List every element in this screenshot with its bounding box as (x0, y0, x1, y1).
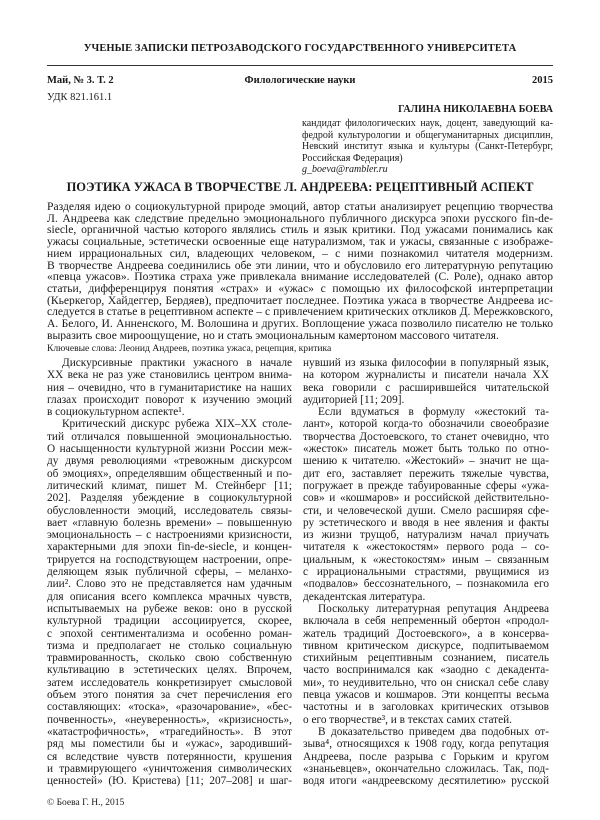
text-line: деляющем язык публичной сферы, – меланхо- (47, 566, 292, 579)
text-line: Андреева, после разрыва с Горьким и кругом (303, 750, 549, 763)
paragraph (47, 418, 292, 787)
text-line: циальным, к «жестокостям» иным – связанным (303, 553, 549, 566)
text-line: дит его, заставляет пережить тяжелые чувства, (303, 467, 549, 480)
text-line: века говорили с расширившейся читательской (303, 381, 549, 394)
text-line: тий отличался повышенной эмоциональностью. (47, 430, 292, 443)
abstract-line: статьи, дифференцируя понятия «страх» и «ужас» с помощью их философской интерпретации (47, 282, 553, 295)
text-line: часто воспринимался как «заодно с декадента- (303, 664, 549, 677)
text-line: из жизни трущоб, натурализм начал приучать (303, 529, 549, 542)
text-line: аудиторией [11; 209]. (303, 393, 405, 406)
text-line: погружает в прежде табуированные сферы «ужа- (303, 479, 549, 492)
text-line: «катастрофичность», «трагедийность». В этот (47, 725, 292, 738)
body-column-right (303, 357, 549, 787)
affiliation-line: федрой культурологии и общегуманитарных дисциплин, (302, 129, 553, 141)
abstract-line: Л. Андреева как следствие предельно эмоционального публичного дискурса эпохи русского fin-de- (47, 212, 553, 225)
text-line: ся вследствие чувств потерянности, крушения (47, 750, 292, 763)
text-line: составляющих: «тоска», «разочарование», «бес- (47, 701, 292, 714)
abstract-line: следуется в статье в рецептивном аспекте – с привлечением критических откликов Д. Мережковского, (47, 306, 553, 319)
text-line: ряд мы поместили бы и «ужас», зародивший- (47, 738, 292, 751)
copyright-notice: © Боева Г. Н., 2015 (47, 798, 125, 808)
abstract-line: ужасы социальные, эстетически освоенные еще натурализмом, так и ужасы, связанные с изображе- (47, 236, 553, 248)
text-line: зыва⁴, относящихся к 1908 году, когда репутация (303, 738, 549, 751)
text-line: объем этого понятия за счет перечисления его (47, 689, 292, 702)
text-line: ния – очевидно, что в гуманитаристике на наших (47, 381, 292, 394)
text-line: жатель традиций Достоевского», а в консерва- (303, 627, 549, 640)
text-line: стихийным рецептивным сознанием, писатель (303, 652, 549, 665)
abstract-line: Разделяя идею о социокультурной природе эмоций, автор статьи анализирует рецепцию творчества (47, 201, 553, 213)
text-line: тивном критическом дискурсе, подпитываемом (303, 639, 549, 652)
text-line: «знаньевцев», окончательно сложилась. Так, под- (303, 762, 549, 775)
text-line: затем исследователь конкретизирует смысловой (47, 676, 292, 689)
text-line: включала в себя непременный обертон «продол- (303, 615, 549, 628)
affiliation-line: кандидат филологических наук, доцент, заведующий ка- (302, 118, 553, 129)
text-line: сти, и человеческой души. Смело расширяя сфе- (303, 504, 549, 517)
text-line: глазах происходит поворот к изучению эмоций (47, 393, 292, 406)
text-line: Если вдуматься в формулу «жестокий та- (318, 406, 549, 419)
author-email-link[interactable]: g_boeva@rambler.ru (302, 164, 388, 176)
text-line: в социокультурном аспекте¹. (47, 406, 185, 419)
text-line: читателя к «жестокостям» первого рода – со- (303, 541, 549, 554)
text-line: вает «главную болезнь времени» – повышенную (47, 516, 292, 529)
text-line: травмированность, сколько свою собственную (47, 652, 292, 665)
text-line: и травмирующего «уничтожения символических (47, 762, 292, 775)
affiliation-line: Невский институт языка и культуры (Санкт-Петербург, (302, 141, 553, 153)
text-line: ценностей» (Ю. Кристева) [11; 207–208] и шаг- (47, 775, 292, 788)
text-line: с эпохой сентиментализма и особенно роман- (47, 627, 292, 640)
text-line: культурной традиции ассоциируется, скорее, (47, 615, 292, 628)
paragraph (303, 726, 549, 787)
text-line: ру эстетического и вводя в нее явления и факты (303, 516, 549, 529)
body-column-left (47, 357, 292, 787)
text-line: Критический дискурс рубежа XIX–XX столе- (62, 418, 292, 431)
text-line: лант», которой когда-то обозначили своеобразие (303, 418, 549, 431)
text-line: для описания всего комплекса мрачных чувств, (47, 590, 292, 603)
header-divider (47, 65, 553, 66)
journal-title: УЧЕНЫЕ ЗАПИСКИ ПЕТРОЗАВОДСКОГО ГОСУДАРСТВЕННОГО УНИВЕРСИТЕТА (83, 43, 517, 54)
udk-code: УДК 821.161.1 (47, 92, 113, 103)
section-name: Филологические науки (244, 75, 356, 86)
text-line: культивацию в эстетических целях. Впрочем, (47, 664, 292, 677)
text-line: Дискурсивные практики ужасного в начале (62, 357, 292, 369)
abstract-line: В творчестве Андреева соединились обе эти линии, что и обусловило его литературную репутацию (47, 259, 553, 272)
abstract-line: (Кьеркегор, Хайдеггер, Бердяев), предпочитает последнее. Поэтика ужаса в творчестве Андреева ис- (47, 294, 553, 307)
text-line: тизма и предполагает не столько социальную (47, 639, 292, 652)
text-line: испытываемых на рубеже веков: оно в русской (47, 602, 292, 615)
text-line: эмоциональность – с настроениями кризисности, (47, 529, 292, 542)
text-line: О насыщенности культурной жизни России меж- (47, 443, 292, 456)
text-line: водя итоги «андреевскому десятилетию» русской (303, 775, 549, 788)
text-line: лии². Слово это не представляется нам удачным (47, 578, 292, 591)
text-line: «подвалов» бессознательного, – познакомила его (303, 578, 549, 591)
abstract-text (47, 201, 553, 341)
text-line: В доказательство приведем два подобных от- (318, 725, 549, 738)
text-line: на котором журналисты и писатели начала XX (303, 369, 549, 382)
text-line: о его творчестве³, и в текстах самих статей. (303, 713, 512, 726)
text-line: сов» и «кошмаров» и российской действительно- (303, 492, 549, 505)
text-line: обусловленности эмоций, исследователь связы- (47, 504, 292, 517)
text-line: ми», то неудивительно, что он снискал себе славу (303, 676, 549, 689)
abstract-line: «певца ужасов». Поэтика страха уже привлекала внимание исследователей (С. Роле), однако автор (47, 271, 553, 283)
issue-year: 2015 (532, 75, 553, 86)
paragraph (303, 406, 549, 603)
text-line: XX века не раз уже становились центром внима- (47, 369, 292, 382)
author-affiliation (302, 118, 553, 176)
text-line: трируется на господствующем настроении, опре- (47, 553, 292, 566)
text-line: об эмоциях», определявшим общественный и по- (47, 467, 292, 480)
paragraph (303, 603, 549, 726)
abstract (47, 201, 553, 354)
text-line: 202]. Разделяя убеждение в социокультурной (47, 492, 292, 505)
article-title: ПОЭТИКА УЖАСА В ТВОРЧЕСТВЕ Л. АНДРЕЕВА: РЕЦЕПТИВНЫЙ АСПЕКТ (66, 180, 534, 194)
abstract-line: выразить свое мироощущение, но и стать эмоциональным камертоном массового читателя. (47, 329, 499, 342)
abstract-line: нием иррациональных сил, владеющих человеком, – с ними познакомил читателя модернизм. (47, 247, 553, 260)
abstract-line: siecle, органичной частью которого являлись стиль и язык критики. Под ужасами понимались как (47, 224, 553, 237)
affiliation-line: Российская Федерация) (302, 152, 403, 164)
text-line: нувший из языка философии в популярный язык, (303, 357, 549, 369)
text-line: ду двумя революциями «тревожным дискурсом (47, 455, 292, 468)
text-line: с иррациональными страстями, рвущимися из (303, 566, 549, 579)
text-line: Поскольку литературная репутация Андреева (318, 602, 549, 615)
author-name: ГАЛИНА НИКОЛАЕВНА БОЕВА (398, 104, 553, 115)
text-line: декадентская литература. (303, 590, 426, 603)
text-line: литический климат, пишет М. Стейнберг [11; (47, 479, 292, 492)
text-line: певца ужасов и кошмаров. Эти концепты весьма (303, 689, 549, 702)
abstract-line: А. Белого, И. Анненского, М. Волошина и других. Воплощение ужаса позволило писателю не только (47, 318, 553, 330)
issue-info: Май, № 3. Т. 2 (47, 75, 114, 86)
keywords: Ключевые слова: Леонид Андреев, поэтика ужаса, рецепция, критика (47, 343, 332, 355)
text-line: характерными для эпохи fin-de-siecle, и концен- (47, 541, 292, 554)
text-line: «жесток» писатель может быть только по отно- (303, 443, 549, 456)
text-line: почвенность», «неуверенность», «кризисность», (47, 713, 292, 726)
text-line: частотны и в заголовках критических отзывов (303, 701, 549, 714)
paragraph (303, 357, 549, 406)
text-line: творчества Достоевского, то станет очевидно, что (303, 430, 549, 443)
text-line: шению к читателю. «Жестокий» – значит не ща- (303, 455, 549, 468)
paragraph (47, 357, 292, 418)
